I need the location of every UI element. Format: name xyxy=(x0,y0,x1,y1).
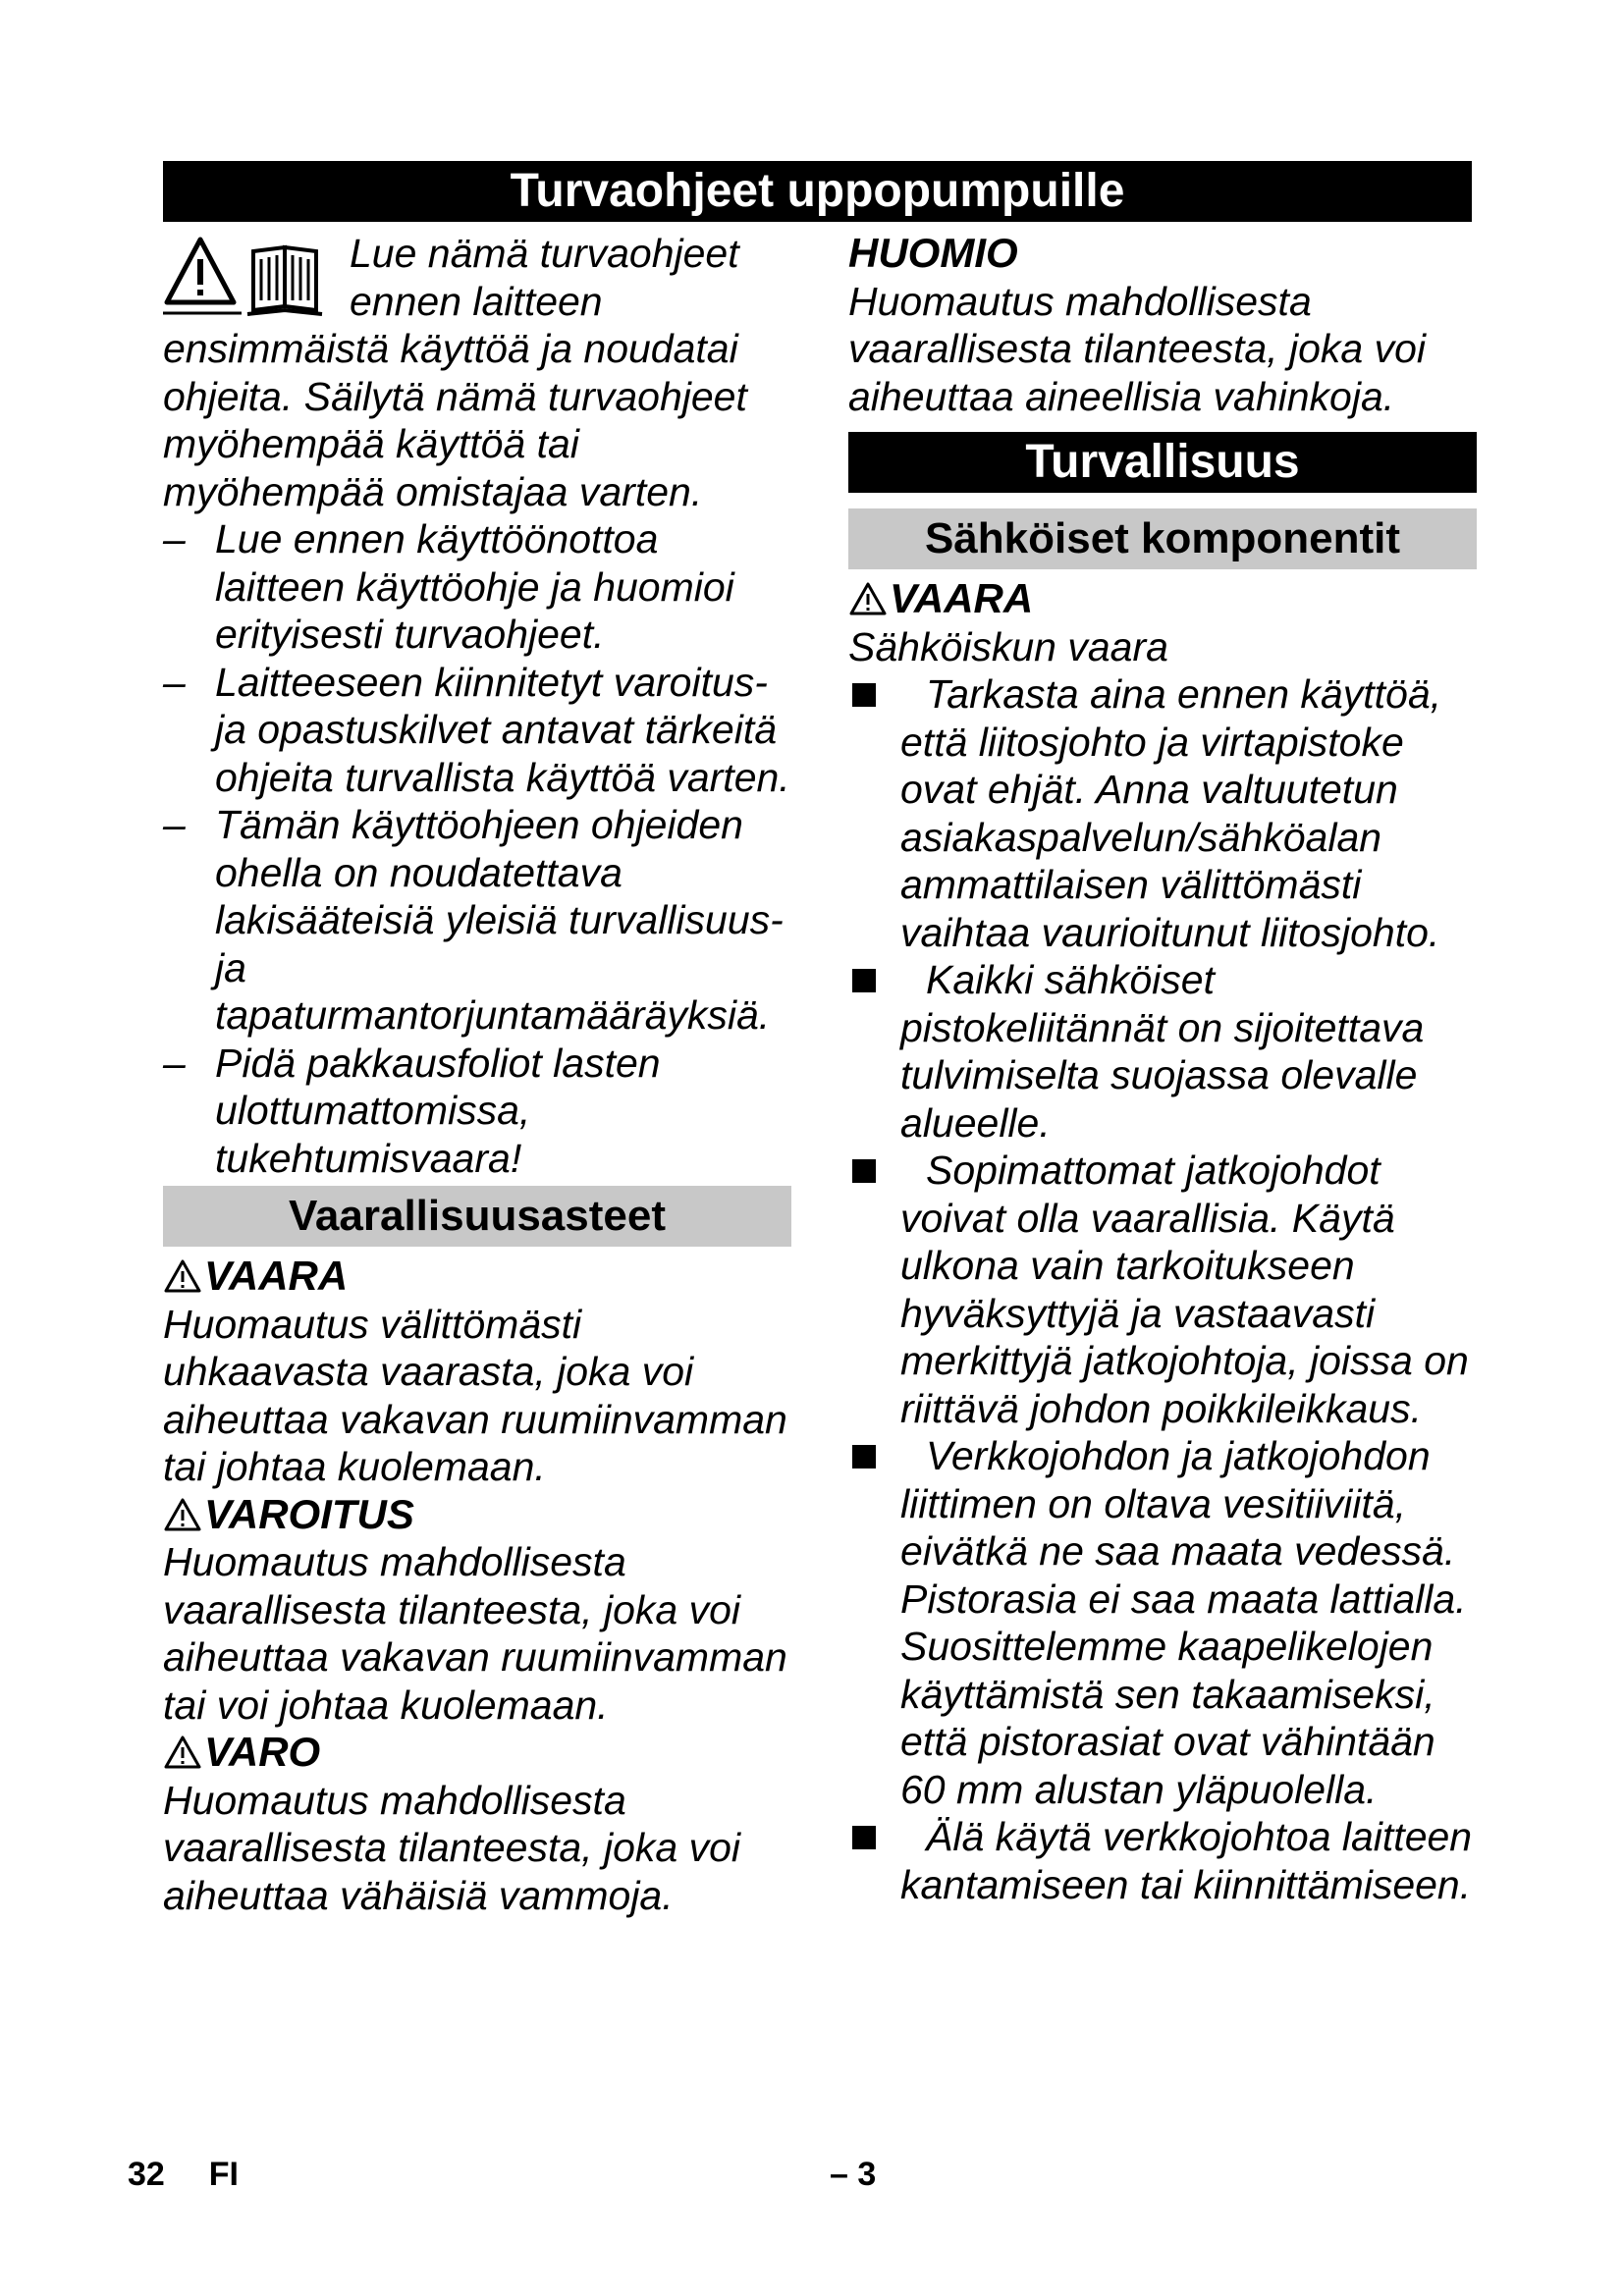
bullet-list-item xyxy=(848,956,1477,1147)
dash-marker: – xyxy=(163,1040,186,1086)
bullet-item-text: Tarkasta aina ennen käyttöä, että liitosjohto ja virtapistoke ovat ehjät. Anna valtuutetun asiakaspalvelun/sähköalan ammattilaisen välittömästi vaihtaa vaurioitunut liitosjohto. xyxy=(900,671,1442,955)
signal-word-danger xyxy=(163,1253,791,1301)
bullet-item-text: Verkkojohdon ja jatkojohdon liittimen on oltava vesitiiviitä, eivätkä ne saa maata vedessä. Pistorasia ei saa maata lattialla. Suosittelemme kaapelikelojen käyttämistä sen takaamiseksi, että pistorasiat ovat vähintään 60 mm alustan yläpuolella. xyxy=(900,1433,1467,1812)
dash-list-item xyxy=(163,659,791,802)
levels-section-heading: Vaarallisuusasteet xyxy=(163,1186,791,1247)
dash-list-item xyxy=(163,515,791,659)
footer-page-info xyxy=(128,2156,239,2194)
dash-item-text: Laitteeseen kiinnitetyt varoitus- ja opastuskilvet antavat tärkeitä ohjeita turvallista käyttöä varten. xyxy=(215,659,790,800)
square-bullet-icon xyxy=(852,683,876,707)
signal-word-label: VAARA xyxy=(890,575,1034,621)
page-title: Turvaohjeet uppopumpuille xyxy=(163,161,1472,222)
left-column xyxy=(163,230,791,1919)
manual-book-icon xyxy=(247,247,322,314)
danger-description: Sähköiskun vaara xyxy=(848,623,1168,669)
signal-word-label: VARO xyxy=(204,1729,321,1775)
section-heading: Turvallisuus xyxy=(848,432,1477,493)
square-bullet-icon xyxy=(852,1445,876,1468)
warning-triangle-icon xyxy=(163,230,340,324)
language-code: FI xyxy=(208,2156,239,2193)
signal-word-notice xyxy=(848,230,1477,278)
page-number: 32 xyxy=(128,2156,165,2193)
dash-item-text: Pidä pakkausfoliot lasten ulottumattomissa, tukehtumisvaara! xyxy=(215,1040,661,1181)
square-bullet-icon xyxy=(852,1159,876,1183)
bullet-item-text: Älä käytä verkkojohtoa laitteen kantamiseen tai kiinnittämiseen. xyxy=(900,1814,1473,1907)
square-bullet-icon xyxy=(852,1826,876,1849)
signal-word-danger xyxy=(848,575,1477,623)
intro-block xyxy=(163,230,791,515)
signal-word-description: Huomautus mahdollisesta vaarallisesta tilanteesta, joka voi aiheuttaa vakavan ruumiinvamman tai voi johtaa kuolemaan. xyxy=(163,1539,787,1728)
dash-item-text: Lue ennen käyttöönottoa laitteen käyttöohje ja huomioi erityisesti turvaohjeet. xyxy=(215,516,734,657)
bullet-list-item xyxy=(848,1432,1477,1813)
signal-word-description: Huomautus välittömästi uhkaavasta vaarasta, joka voi aiheuttaa vakavan ruumiinvamman tai johtaa kuolemaan. xyxy=(163,1301,787,1489)
warning-triangle-icon xyxy=(163,1735,202,1770)
intro-text: Lue nämä turvaohjeet ennen laitteen ensimmäistä käyttöä ja noudatai ohjeita. Säilytä nämä turvaohjeet myöhempää käyttöä tai myöhempää omistajaa varten. xyxy=(163,231,747,514)
bullet-item-text: Kaikki sähköiset pistokeliitännät on sijoitettava tulvimiselta suojassa olevalle alueelle. xyxy=(900,957,1425,1146)
footer-center-number: – 3 xyxy=(830,2156,877,2193)
signal-word-description: Huomautus mahdollisesta vaarallisesta tilanteesta, joka voi aiheuttaa vähäisiä vammoja. xyxy=(163,1777,740,1918)
warning-triangle-icon xyxy=(163,1258,202,1294)
dash-list-item xyxy=(163,1040,791,1183)
signal-word-warning xyxy=(163,1491,791,1539)
bullet-list-item xyxy=(848,1813,1477,1908)
intro-icons xyxy=(163,230,340,324)
bullet-item-text: Sopimattomat jatkojohdot voivat olla vaarallisia. Käytä ulkona vain tarkoitukseen hyväksyttyjä ja vastaavasti merkittyjä jatkojohtoja, joissa on riittävä johdon poikkileikkaus. xyxy=(900,1148,1469,1431)
warning-triangle-icon xyxy=(848,581,888,616)
right-column xyxy=(848,230,1477,1908)
dash-marker: – xyxy=(163,659,186,705)
bullet-list-item xyxy=(848,1147,1477,1432)
subsection-heading: Sähköiset komponentit xyxy=(848,508,1477,569)
signal-word-caution xyxy=(163,1729,791,1777)
notice-description: Huomautus mahdollisesta vaarallisesta tilanteesta, joka voi aiheuttaa aineellisia vahinkoja. xyxy=(848,278,1426,419)
square-bullet-icon xyxy=(852,969,876,992)
dash-marker: – xyxy=(163,802,186,847)
warning-triangle-icon xyxy=(163,1497,202,1532)
signal-word-label: HUOMIO xyxy=(848,230,1018,276)
dash-item-text: Tämän käyttöohjeen ohjeiden ohella on noudatettava lakisääteisiä yleisiä turvallisuus- ja tapaturmantorjuntamääräyksiä. xyxy=(215,802,784,1038)
bullet-list-item xyxy=(848,670,1477,956)
signal-word-label: VAROITUS xyxy=(204,1490,414,1537)
dash-marker: – xyxy=(163,516,186,561)
dash-list-item xyxy=(163,801,791,1040)
signal-word-label: VAARA xyxy=(204,1253,349,1299)
